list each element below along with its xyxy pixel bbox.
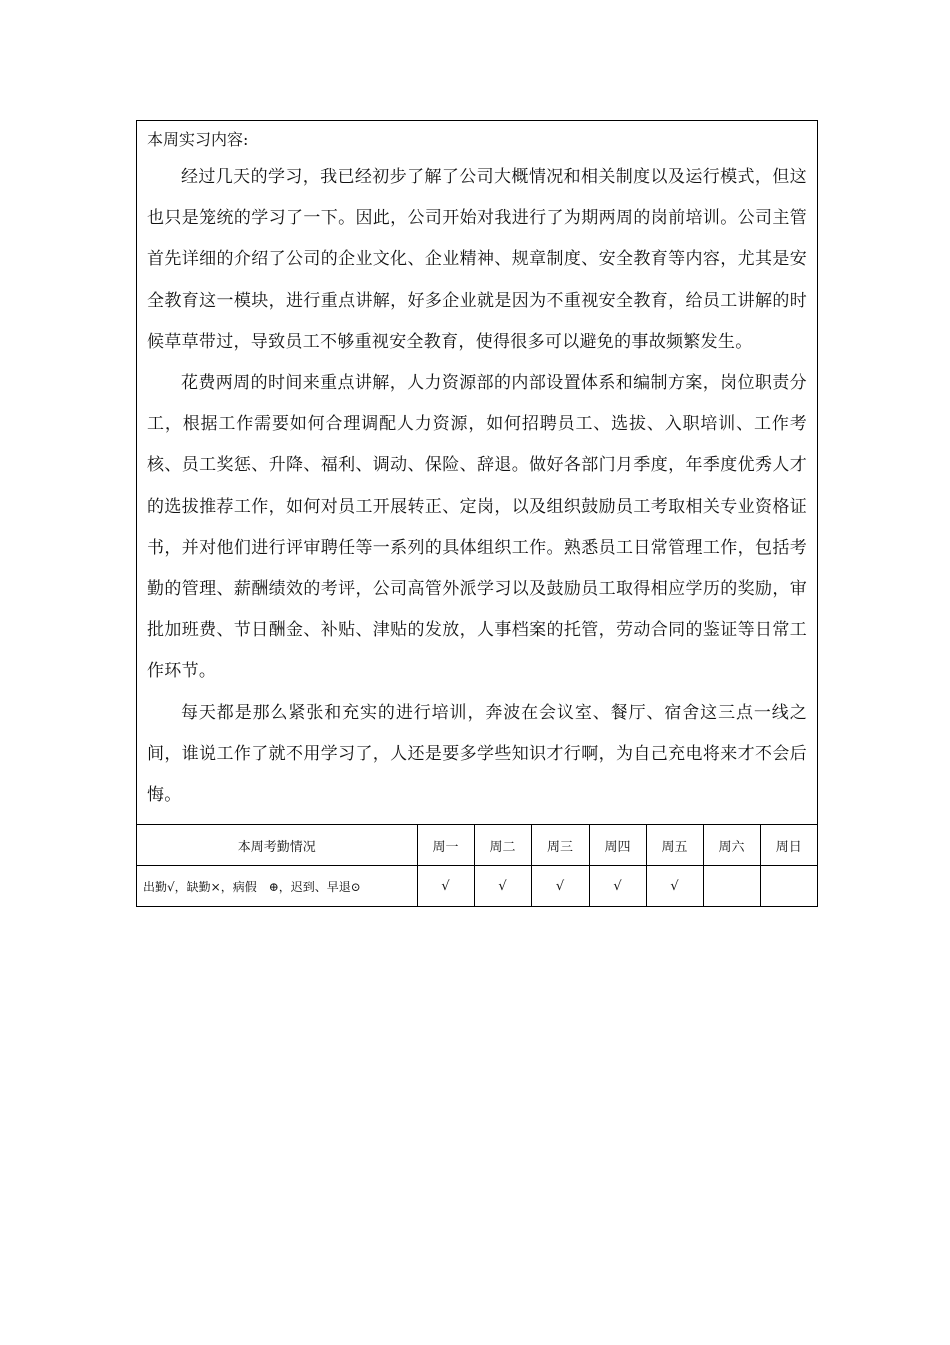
attendance-mark-wed: √ — [531, 866, 589, 907]
attendance-title: 本周考勤情况 — [137, 825, 417, 866]
day-header-tue: 周二 — [474, 825, 531, 866]
content-paragraph-1: 经过几天的学习，我已经初步了解了公司大概情况和相关制度以及运行模式，但这也只是笼统的学习了一下。因此，公司开始对我进行了为期两周的岗前培训。公司主管首先详细的介绍了公司的企业文化、企业精神、规章制度、安全教育等内容，尤其是安全教育这一模块，进行重点讲解，好多企业就是因为不重视安全教育，给员工讲解的时候草草带过，导致员工不够重视安全教育，使得很多可以避免的事故频繁发生。 — [147, 167, 807, 352]
attendance-table — [137, 825, 817, 906]
day-header-sun: 周日 — [760, 825, 817, 866]
attendance-mark-fri: √ — [646, 866, 703, 907]
attendance-legend: 出勤√，缺勤×，病假 ⊕，迟到、早退⊙ — [143, 879, 361, 894]
weekly-internship-report — [136, 120, 818, 907]
attendance-mark-tue: √ — [474, 866, 531, 907]
content-paragraph-2: 花费两周的时间来重点讲解，人力资源部的内部设置体系和编制方案，岗位职责分工，根据工作需要如何合理调配人力资源，如何招聘员工、选拔、入职培训、工作考核、员工奖惩、升降、福利、调动、保险、辞退。做好各部门月季度，年季度优秀人才的选拔推荐工作，如何对员工开展转正、定岗，以及组织鼓励员工考取相关专业资格证书，并对他们进行评审聘任等一系列的具体组织工作。熟悉员工日常管理工作，包括考勤的管理、薪酬绩效的考评，公司高管外派学习以及鼓励员工取得相应学历的奖励，审批加班费、节日酬金、补贴、津贴的发放，人事档案的托管，劳动合同的鉴证等日常工作环节。 — [147, 373, 807, 682]
content-paragraph-3: 每天都是那么紧张和充实的进行培训，奔波在会议室、餐厅、宿舍这三点一线之间，谁说工作了就不用学习了，人还是要多学些知识才行啊，为自己充电将来才不会后悔。 — [147, 702, 807, 806]
attendance-mark-thu: √ — [589, 866, 646, 907]
attendance-data-row — [137, 866, 817, 907]
day-header-wed: 周三 — [531, 825, 589, 866]
attendance-mark-sat — [703, 866, 760, 907]
day-header-mon: 周一 — [417, 825, 474, 866]
attendance-mark-sun — [760, 866, 817, 907]
day-header-thu: 周四 — [589, 825, 646, 866]
day-header-sat: 周六 — [703, 825, 760, 866]
weekly-content-cell — [137, 121, 817, 825]
day-header-fri: 周五 — [646, 825, 703, 866]
attendance-header-row — [137, 825, 817, 866]
weekly-content-heading: 本周实习内容: — [147, 130, 249, 149]
attendance-mark-mon: √ — [417, 866, 474, 907]
